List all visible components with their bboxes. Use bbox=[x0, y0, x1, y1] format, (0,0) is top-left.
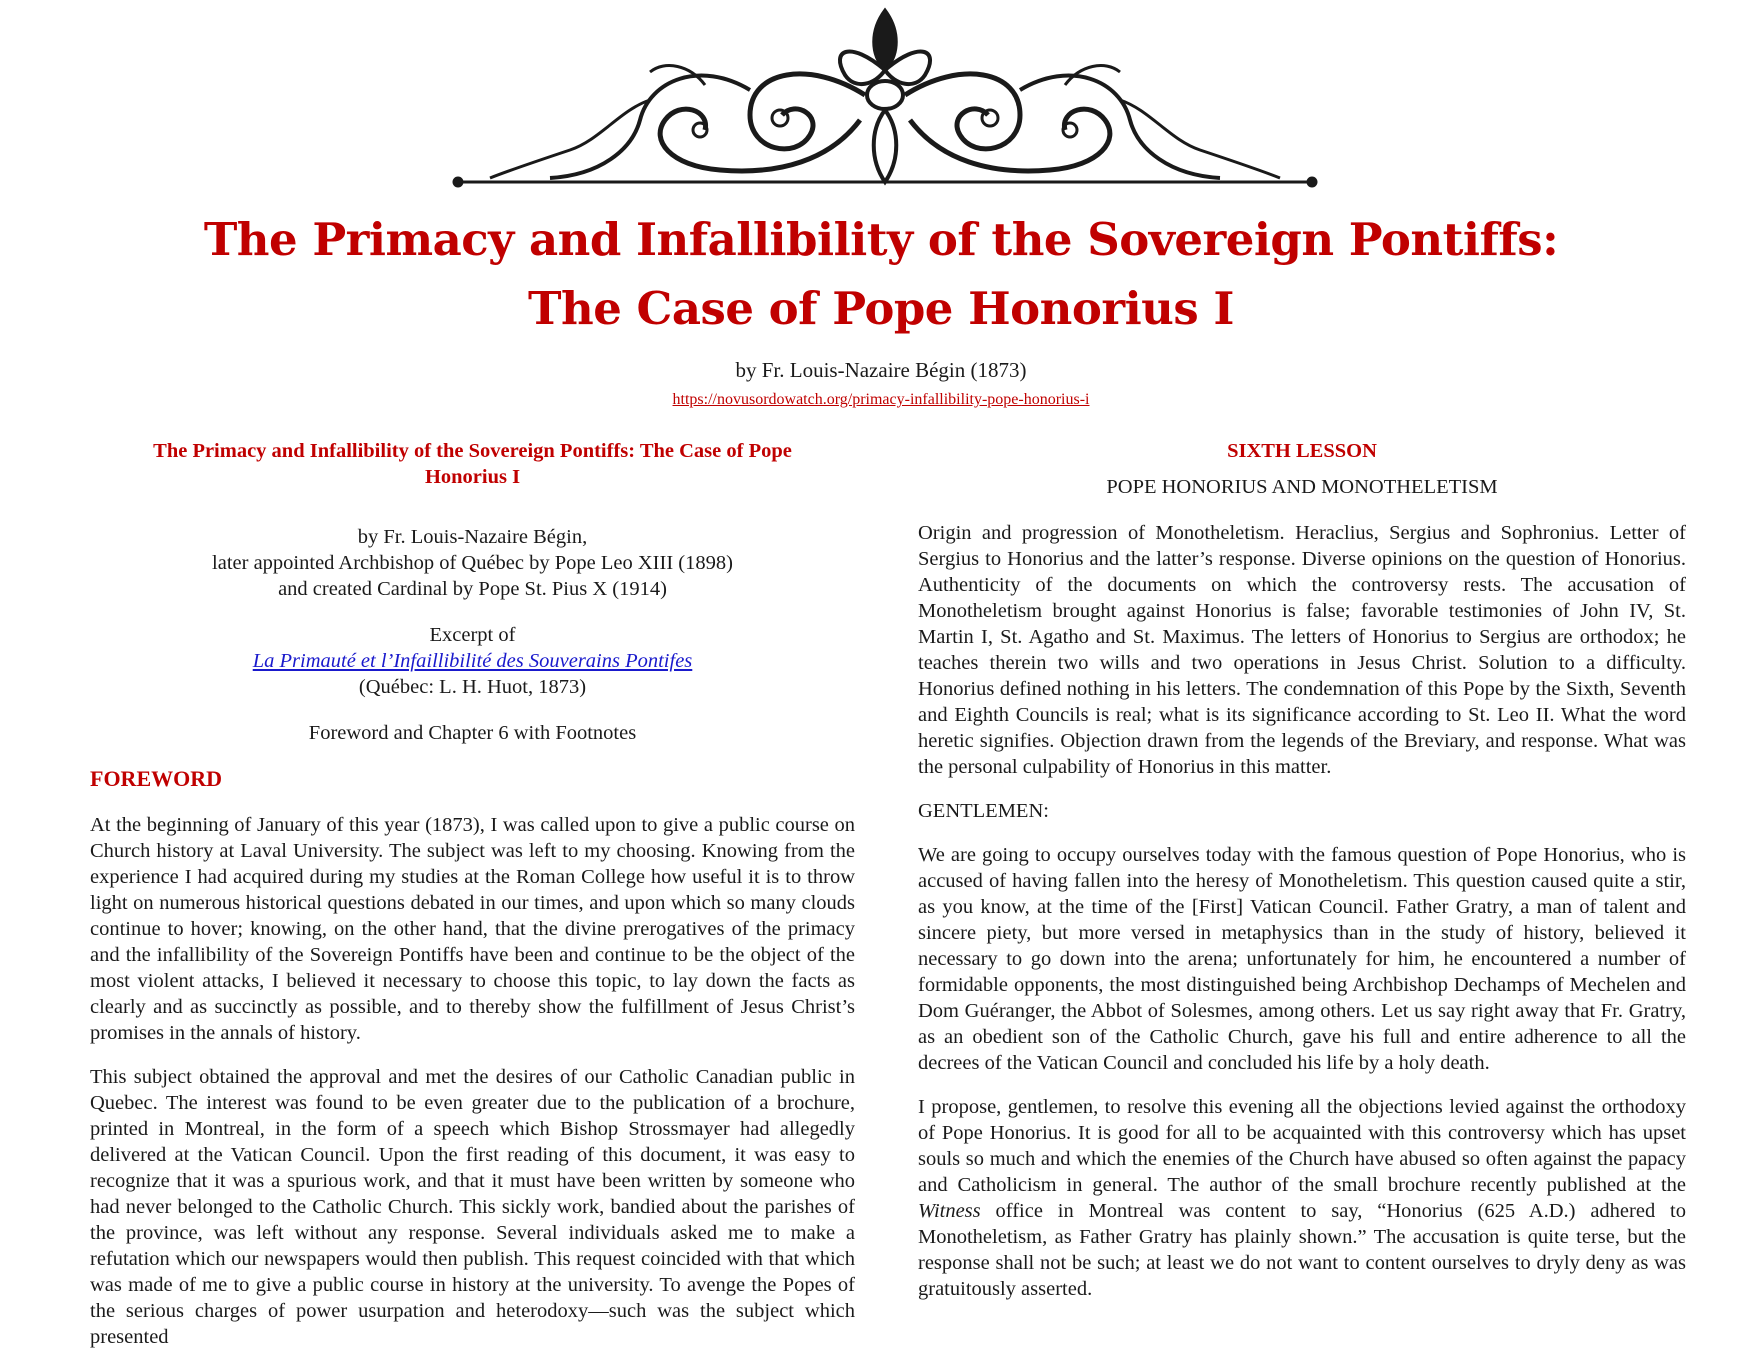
right-column bbox=[918, 438, 1686, 1302]
page-title-line-1: The Primacy and Infallibility of the Sovereign Pontiffs: bbox=[203, 213, 1559, 266]
contents-note: Foreword and Chapter 6 with Footnotes bbox=[308, 722, 637, 744]
author-line-1: by Fr. Louis-Nazaire Bégin, bbox=[357, 526, 588, 548]
lesson-summary: Origin and progression of Monotheletism. Heraclius, Sergius and Sophronius. Letter of Sergius to Honorius and the latter’s response. Diverse opinions on the question of Honorius. Authenticity of the documents on which the controversy rests. The accusation of Monotheletism brought against Honorius is false; favorable testimonies of John IV, St. Martin I, St. Agatho and St. Maximus. The letters of Honorius to Sergius are orthodox; he teaches therein two wills and two operations in Jesus Christ. Solution to a difficulty. Honorius defined nothing in his letters. The condemnation of this Pope by the Sixth, Seventh and Eighth Councils is real; what is its significance according to St. Leo II. What the word heretic signifies. Objection drawn from the legends of the Breviary, and response. What was the personal culpability of Honorius in this matter. bbox=[918, 522, 1686, 778]
lesson-heading: SIXTH LESSON bbox=[1227, 440, 1377, 462]
lesson-title: POPE HONORIUS AND MONOTHELETISM bbox=[1106, 476, 1498, 498]
foreword-paragraph-1: At the beginning of January of this year (1873), I was called upon to give a public course on Church history at Laval University. The subject was left to my choosing. Knowing from the experience I had acquired during my studies at the Roman College how useful it is to throw light on numerous historical questions debated in our times, and upon which so many clouds continue to hover; knowing, on the other hand, that the divine prerogatives of the primacy and the infallibility of the Sovereign Pontiffs have been and continue to be the object of the most violent attacks, I believed it necessary to choose this topic, to lay down the facts as clearly and as succinctly as possible, and to thereby show the fulfillment of Jesus Christ’s promises in the annals of history. bbox=[90, 814, 855, 1044]
source-url-link[interactable]: https://novusordowatch.org/primacy-infallibility-pope-honorius-i bbox=[672, 391, 1090, 408]
salutation: GENTLEMEN: bbox=[918, 800, 1049, 822]
excerpt-label: Excerpt of bbox=[429, 624, 516, 646]
baroque-scroll-ornament-icon bbox=[450, 0, 1320, 190]
left-column bbox=[90, 438, 855, 1350]
lesson-paragraph-2: I propose, gentlemen, to resolve this evening all the objections levied against the orthodoxy of Pope Honorius. It is good for all to be acquainted with this controversy which has upset souls so much and which the enemies of the Church have abused so often against the papacy and Catholicism in general. The author of the small brochure recently published at the Witness office in Montreal was content to say, “Honorius (625 A.D.) adhered to Monotheletism, as Father Gratry has plainly shown.” The accusation is quite terse, but the response shall not be such; at least we do not want to content ourselves to dryly deny as was gratuitously asserted. bbox=[918, 1096, 1686, 1300]
foreword-heading: FOREWORD bbox=[90, 766, 222, 791]
foreword-paragraph-2: This subject obtained the approval and met the desires of our Catholic Canadian public in Quebec. The interest was found to be even greater due to the publication of a brochure, printed in Montreal, in the form of a speech which Bishop Strossmayer had allegedly delivered at the Vatican Council. Upon the first reading of this document, it was easy to recognize that it was a spurious work, and that it must have been written by someone who had never belonged to the Catholic Church. This sickly work, bandied about the parishes of the province, was left without any response. Several individuals asked me to make a refutation which our newspapers would then publish. This request coincided with that which was made of me to give a public course in history at the university. To avenge the Popes of the serious charges of power usurpation and heterodoxy—such was the subject which presented bbox=[90, 1066, 855, 1348]
author-line-3: and created Cardinal by Pope St. Pius X (1914) bbox=[278, 578, 667, 600]
author-line-2: later appointed Archbishop of Québec by Pope Leo XIII (1898) bbox=[212, 552, 733, 574]
lesson-paragraph-1: We are going to occupy ourselves today with the famous question of Pope Honorius, who is accused of having fallen into the heresy of Monotheletism. This question caused quite a stir, as you know, at the time of the [First] Vatican Council. Father Gratry, a man of talent and sincere piety, but more versed in metaphysics than in the study of history, believed it necessary to go down into the arena; unfortunately for him, he encountered a number of formidable opponents, the most distinguished being Archbishop Dechamps of Mechelen and Dom Guéranger, the Abbot of Solesmes, among others. Let us say right away that Fr. Gratry, as an obedient son of the Catholic Church, gave his full and entire adherence to all the decrees of the Vatican Council and concluded his life by a holy death. bbox=[918, 844, 1686, 1074]
author-byline: by Fr. Louis-Nazaire Bégin (1873) bbox=[735, 358, 1027, 382]
page-title-line-2: The Case of Pope Honorius I bbox=[528, 282, 1234, 335]
section-subtitle: The Primacy and Infallibility of the Sovereign Pontiffs: The Case of Pope Honorius I bbox=[153, 440, 792, 488]
excerpt-publisher: (Québec: L. H. Huot, 1873) bbox=[358, 676, 587, 698]
excerpt-title-link[interactable]: La Primauté et l’Infaillibilité des Souverains Pontifes bbox=[252, 650, 693, 672]
